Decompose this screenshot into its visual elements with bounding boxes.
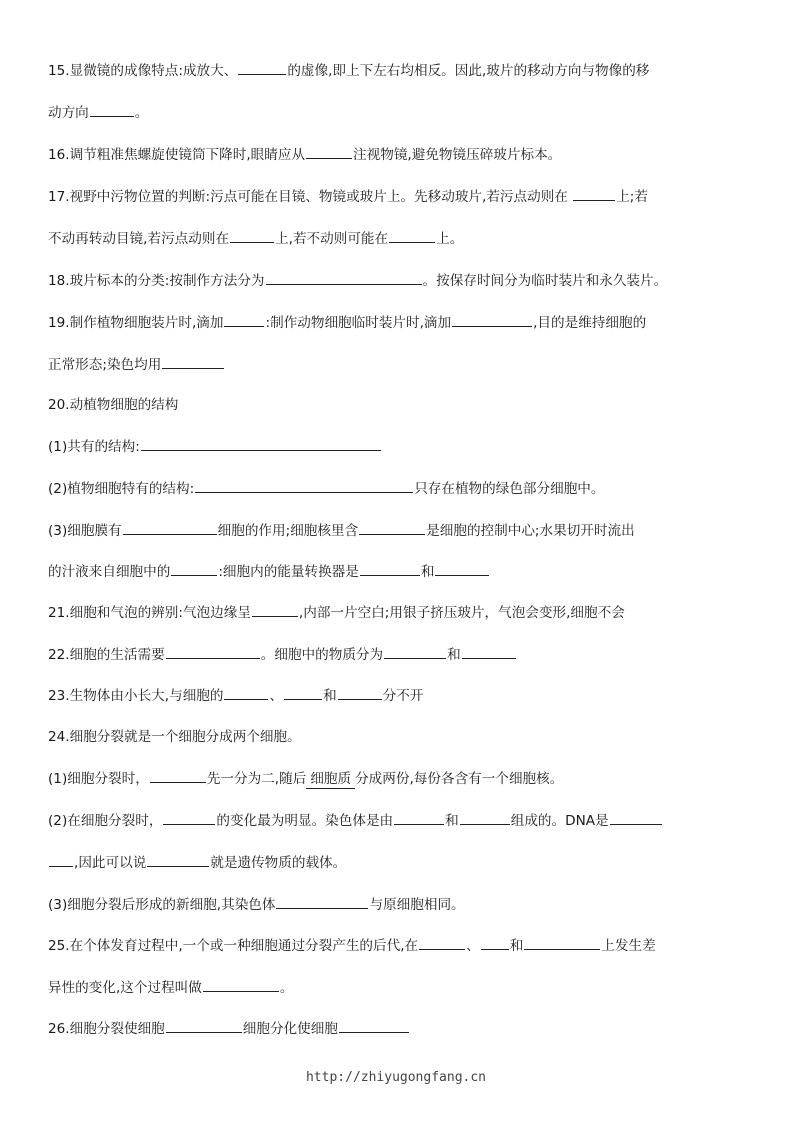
answer-blank[interactable] [524,935,600,950]
text: 动方向 [48,105,89,121]
question-24-3 [48,894,748,914]
answer-blank[interactable] [462,644,516,659]
text: 23.生物体由小长大,与细胞的 [48,688,224,704]
answer-blank[interactable] [163,810,215,825]
text: 先一分为二,随后 [206,771,307,787]
answer-blank[interactable] [389,228,435,243]
text: 15.显微镜的成像特点:成放大、 [48,63,238,79]
text: (2)在细胞分裂时， [48,813,163,829]
answer-blank[interactable] [573,186,615,201]
answer-blank[interactable] [230,228,274,243]
text: 。 [134,105,149,121]
text: 21.细胞和气泡的辨别:气泡边缘呈 [48,605,251,621]
question-22 [48,644,748,664]
answer-blank[interactable] [166,644,260,659]
answer-blank[interactable] [224,685,268,700]
answer-blank[interactable] [195,478,413,493]
answer-blank[interactable] [460,810,510,825]
text: 上;若 [616,189,648,205]
text: 22.细胞的生活需要 [48,647,165,663]
question-17-line-2 [48,228,748,248]
answer-blank[interactable] [306,144,352,159]
text: (1)细胞分裂时， [48,771,149,787]
question-23 [48,685,748,705]
text: ,目的是维持细胞的 [533,315,647,331]
text: (3)细胞膜有 [48,523,122,539]
question-20-3-line-2 [48,561,748,581]
text: 的汁液来自细胞中的 [48,564,171,580]
text: 分不开 [382,688,424,704]
answer-blank[interactable] [141,436,381,451]
text: 上发生差 [601,938,656,954]
question-16 [48,144,748,164]
text: 20.动植物细胞的结构 [48,397,179,413]
text: 、 [269,688,284,704]
text: 注视物镜,避免物镜压碎玻片标本。 [353,147,562,163]
answer-blank[interactable] [49,852,73,867]
text: 25.在个体发育过程中,一个或一种细胞通过分裂产生的后代,在 [48,938,419,954]
question-20-2 [48,478,748,498]
text: 细胞分化使细胞 [242,1021,338,1037]
answer-blank[interactable] [123,520,217,535]
text: 正常形态;染色均用 [48,357,162,373]
text: :制作动物细胞临时装片时,滴加 [265,315,452,331]
answer-blank[interactable] [203,977,279,992]
answer-blank[interactable] [384,644,446,659]
text: 。按保存时间分为临时装片和永久装片。 [422,273,668,289]
text: 与原细胞相同。 [369,897,465,913]
question-15-line-2 [48,102,748,122]
text: 26.细胞分裂使细胞 [48,1021,165,1037]
text: 上,若不动则可能在 [275,231,389,247]
answer-blank[interactable] [266,270,422,285]
text: 的虚像,即上下左右均相反。因此,玻片的移动方向与物像的移 [287,63,650,79]
text: 18.玻片标本的分类:按制作方法分为 [48,273,265,289]
question-20 [48,395,748,415]
text: (1)共有的结构: [48,439,140,455]
text: ,因此可以说 [74,855,147,871]
question-18 [48,270,748,290]
text: 分成两份,每份各含有一个细胞核。 [355,771,564,787]
text: 和 [445,813,459,829]
text: 。细胞中的物质分为 [260,647,384,663]
answer-blank[interactable] [276,894,368,909]
question-25-line-2 [48,977,748,997]
text: 17.视野中污物位置的判断:污点可能在目镜、物镜或玻片上。先移动玻片,若污点动则在 [48,189,573,205]
answer-blank[interactable] [610,810,662,825]
text: (2)植物细胞特有的结构: [48,481,195,497]
answer-blank[interactable] [162,354,224,369]
text: (3)细胞分裂后形成的新细胞,其染色体 [48,897,276,913]
answer-blank[interactable] [435,561,489,576]
question-26 [48,1018,748,1038]
answer-blank[interactable] [338,685,382,700]
answer-blank[interactable] [90,102,134,117]
text: 。 [279,980,294,996]
answer-blank[interactable] [150,768,206,783]
question-20-3-line-1 [48,520,748,540]
text: 、 [466,938,480,954]
text: 24.细胞分裂就是一个细胞分成两个细胞。 [48,729,301,745]
answer-blank[interactable] [238,60,286,75]
answer-blank[interactable] [339,1018,409,1033]
answer-blank[interactable] [147,852,209,867]
text: 上。 [436,231,464,247]
footer-url[interactable]: http://zhiyugongfang.cn [305,1070,486,1085]
question-15-line-1 [48,60,748,80]
text: 异性的变化,这个过程叫做 [48,980,202,996]
text: 组成的。DNA是 [510,813,609,829]
text: 不动再转动目镜,若污点动则在 [48,231,230,247]
answer-blank[interactable] [481,935,509,950]
text: 的变化最为明显。染色体是由 [216,813,394,829]
answer-blank[interactable] [359,520,425,535]
question-19-line-2 [48,354,748,374]
text: ,内部一片空白;用银子挤压玻片，气泡会变形,细胞不会 [298,605,625,621]
answer-blank[interactable] [224,312,264,327]
question-20-1 [48,436,748,456]
text: 和 [447,647,461,663]
question-25-line-1 [48,935,748,955]
answer-blank[interactable] [166,1018,242,1033]
text: 就是遗传物质的载体。 [210,855,347,871]
answer-blank[interactable] [452,312,532,327]
answer-blank[interactable] [394,810,444,825]
question-24-2-line-1 [48,810,748,830]
text: 细胞的作用;细胞核里含 [217,523,359,539]
question-21 [48,602,748,622]
text: 16.调节粗准焦螺旋使镜筒下降时,眼睛应从 [48,147,306,163]
answer-blank[interactable] [419,935,465,950]
question-24-1 [48,768,748,788]
text: 是细胞的控制中心;水果切开时流出 [426,523,635,539]
filled-answer: 细胞质 [306,770,355,789]
text: :细胞内的能量转换器是 [218,564,359,580]
text: 和 [509,938,524,954]
text: 和 [323,688,337,704]
answer-blank[interactable] [252,602,298,617]
question-19-line-1 [48,312,748,332]
answer-blank[interactable] [360,561,420,576]
text: 和 [420,564,435,580]
question-24 [48,727,748,747]
question-24-2-line-2 [48,852,748,872]
answer-blank[interactable] [284,685,322,700]
question-17-line-1 [48,186,748,206]
text: 19.制作植物细胞装片时,滴加 [48,315,224,331]
text: 只存在植物的绿色部分细胞中。 [414,481,605,497]
answer-blank[interactable] [171,561,217,576]
